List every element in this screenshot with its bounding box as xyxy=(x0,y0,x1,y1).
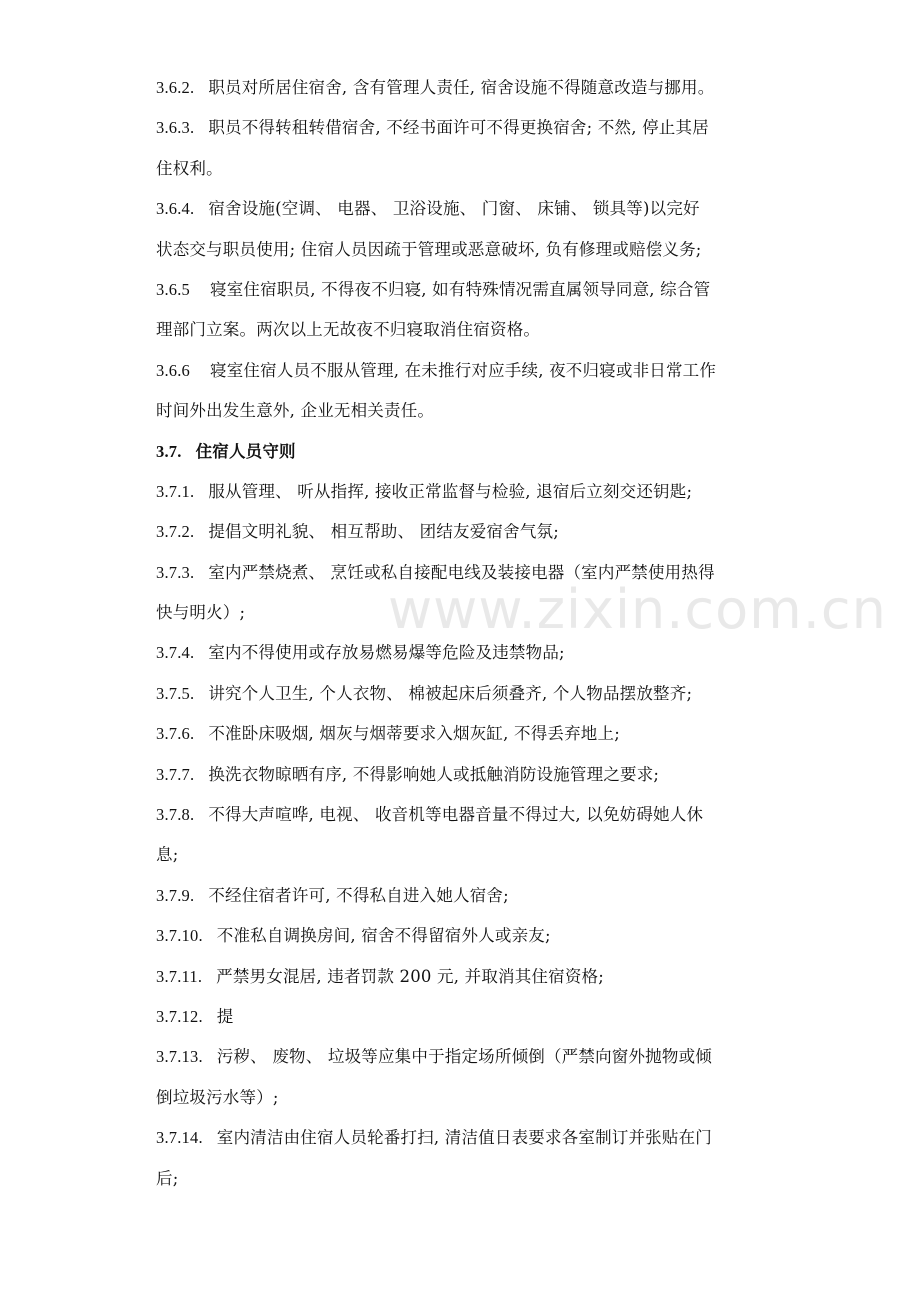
heading-text: 住宿人员守则 xyxy=(195,441,296,461)
clause-line xyxy=(156,189,796,229)
clause-line xyxy=(156,1037,796,1077)
clause-number: 3.7.12. xyxy=(156,1006,203,1026)
clause-line xyxy=(156,755,796,795)
clause-text: 状态交与职员使用; 住宿人员因疏于管理或恶意破坏, 负有修理或赔偿义务; xyxy=(156,239,702,259)
clause-text: 住权利。 xyxy=(156,158,223,178)
clause-text: 不得大声喧哗, 电视、 收音机等电器音量不得过大, 以免妨碍她人休 xyxy=(208,805,704,825)
clause-line xyxy=(156,876,796,916)
clause-text: 室内清洁由住宿人员轮番打扫, 清洁值日表要求各室制订并张贴在门 xyxy=(216,1128,712,1148)
clause-text: 换洗衣物晾晒有序, 不得影响她人或抵触消防设施管理之要求; xyxy=(208,764,660,784)
clause-line xyxy=(156,1118,796,1158)
clause-number: 3.7.10. xyxy=(156,926,203,946)
clause-text: 不准卧床吸烟, 烟灰与烟蒂要求入烟灰缸, 不得丢弃地上; xyxy=(208,724,620,744)
clause-continuation xyxy=(156,149,796,189)
clause-number: 3.6.2. xyxy=(156,78,195,97)
clause-text: 职员对所居住宿舍, 含有管理人责任, 宿舍设施不得随意改造与挪用。 xyxy=(208,78,715,97)
clause-line xyxy=(156,674,796,714)
clause-continuation xyxy=(156,835,796,875)
document-body xyxy=(156,68,796,1199)
clause-line xyxy=(156,351,796,391)
clause-number: 3.7.1. xyxy=(156,481,195,501)
clause-line xyxy=(156,916,796,956)
clause-text: 室内严禁烧煮、 烹饪或私自接配电线及装接电器（室内严禁使用热得 xyxy=(208,562,715,582)
clause-continuation xyxy=(156,310,796,350)
clause-text: 职员不得转租转借宿舍, 不经书面许可不得更换宿舍; 不然, 停止其居 xyxy=(208,118,709,138)
clause-number: 3.7.6. xyxy=(156,724,195,744)
clause-line xyxy=(156,553,796,593)
clause-continuation xyxy=(156,230,796,270)
clause-text: 不准私自调换房间, 宿舍不得留宿外人或亲友; xyxy=(216,926,551,946)
clause-text: 息; xyxy=(156,845,179,865)
clause-line xyxy=(156,633,796,673)
clause-continuation xyxy=(156,391,796,431)
clause-text: 服从管理、 听从指挥, 接收正常监督与检验, 退宿后立刻交还钥匙; xyxy=(208,481,693,501)
clause-number: 3.7.14. xyxy=(156,1128,203,1148)
clause-text: 时间外出发生意外, 企业无相关责任。 xyxy=(156,401,435,421)
clause-number: 3.7.2. xyxy=(156,522,195,542)
clause-text: 寝室住宿人员不服从管理, 在未推行对应手续, 夜不归寝或非日常工作 xyxy=(210,360,717,380)
clause-line xyxy=(156,472,796,512)
clause-text: 污秽、 废物、 垃圾等应集中于指定场所倾倒（严禁向窗外抛物或倾 xyxy=(216,1047,712,1067)
clause-continuation xyxy=(156,593,796,633)
clause-number: 3.7.8. xyxy=(156,805,195,825)
clause-text: 严禁男女混居, 违者罚款 200 元, 并取消其住宿资格; xyxy=(216,966,604,986)
clause-number: 3.6.4. xyxy=(156,199,195,219)
clause-text: 快与明火）; xyxy=(156,603,246,623)
clause-continuation xyxy=(156,1159,796,1199)
clause-number: 3.6.5 xyxy=(156,279,190,299)
section-heading xyxy=(156,432,796,472)
clause-line xyxy=(156,997,796,1037)
clause-text: 提倡文明礼貌、 相互帮助、 团结友爱宿舍气氛; xyxy=(208,522,559,542)
clause-line xyxy=(156,270,796,310)
clause-text: 提 xyxy=(216,1006,234,1026)
clause-number: 3.7. xyxy=(156,441,182,461)
clause-text: 室内不得使用或存放易燃易爆等危险及违禁物品; xyxy=(208,643,565,663)
clause-line xyxy=(156,957,796,997)
clause-number: 3.7.13. xyxy=(156,1047,203,1067)
clause-text: 寝室住宿职员, 不得夜不归寝, 如有特殊情况需直属领导同意, 综合管 xyxy=(210,279,711,299)
clause-number: 3.6.3. xyxy=(156,118,195,138)
clause-text: 宿舍设施(空调、 电器、 卫浴设施、 门窗、 床铺、 锁具等)以完好 xyxy=(208,199,700,219)
clause-text: 讲究个人卫生, 个人衣物、 棉被起床后须叠齐, 个人物品摆放整齐; xyxy=(208,683,693,703)
clause-number: 3.7.3. xyxy=(156,562,195,582)
clause-line xyxy=(156,68,796,108)
clause-number: 3.7.4. xyxy=(156,643,195,663)
clause-continuation xyxy=(156,1078,796,1118)
watermark: www.zixin.com.cn xyxy=(388,578,887,641)
clause-number: 3.7.7. xyxy=(156,764,195,784)
clause-line xyxy=(156,795,796,835)
clause-number: 3.7.5. xyxy=(156,683,195,703)
clause-line xyxy=(156,512,796,552)
clause-number: 3.7.11. xyxy=(156,966,203,986)
clause-text: 理部门立案。两次以上无故夜不归寝取消住宿资格。 xyxy=(156,320,541,340)
clause-text: 不经住宿者许可, 不得私自进入她人宿舍; xyxy=(208,885,509,905)
clause-text: 后; xyxy=(156,1168,179,1188)
clause-line xyxy=(156,714,796,754)
clause-line xyxy=(156,108,796,148)
clause-number: 3.6.6 xyxy=(156,360,190,380)
clause-number: 3.7.9. xyxy=(156,885,195,905)
clause-text: 倒垃圾污水等）; xyxy=(156,1087,279,1107)
